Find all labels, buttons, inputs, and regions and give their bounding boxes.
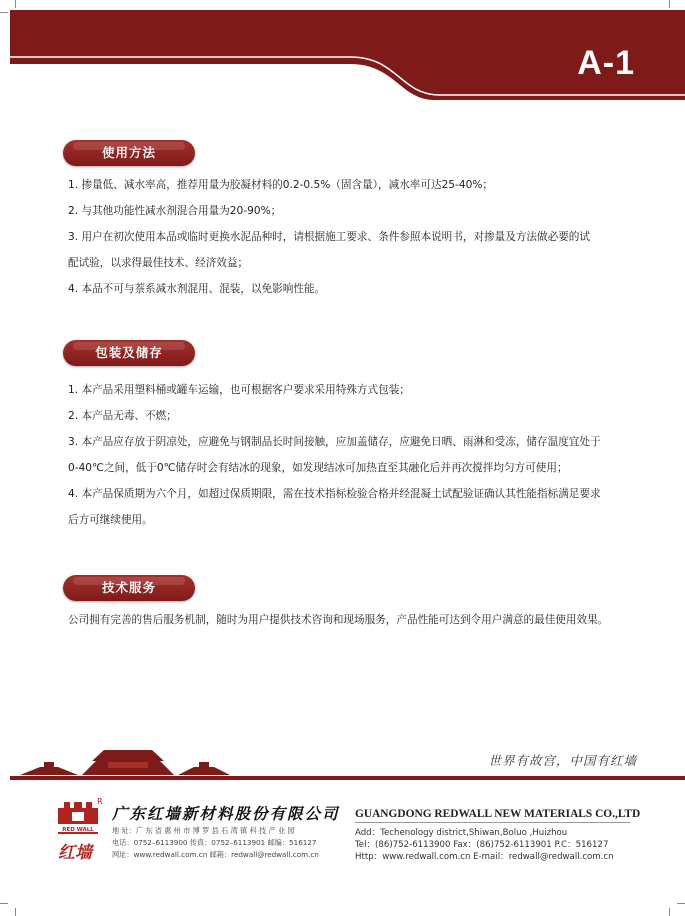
web-cn: 网址：www.redwall.com.cn 邮箱：redwall@redwall.com.cn xyxy=(112,850,319,859)
address-cn: 地 址：广 东 省 惠 州 市 博 罗 县 石 湾 镇 科 技 产 业 园 xyxy=(112,826,295,835)
usage-line: 配试验，以求得最佳技术、经济效益； xyxy=(68,257,249,269)
crop-mark xyxy=(15,908,16,916)
usage-line: 4. 本品不可与萘系减水剂混用、混装，以免影响性能。 xyxy=(68,283,326,295)
usage-line: 1. 掺量低、减水率高，推荐用量为胶凝材料的0.2-0.5%（固含量），减水率可达25-40%； xyxy=(68,179,494,191)
company-name-cn: 广东红墙新材料股份有限公司 xyxy=(112,804,340,823)
tel-en: Tel：(86)752-6113900 Fax：(86)752-6113901 P.C：516127 xyxy=(355,840,609,850)
usage-line: 3. 用户在初次使用本品或临时更换水泥品种时，请根据施工要求、条件参照本说明书，对掺量及方法做必要的试 xyxy=(68,231,590,243)
logo-script: 红墙 xyxy=(58,843,92,863)
packaging-list xyxy=(68,377,628,533)
page-code: A-1 xyxy=(577,44,635,82)
http-en: Http：www.redwall.com.cn E-mail：redwall@redwall.com.cn xyxy=(355,852,614,862)
phone-cn: 电话：0752–6113900 传真：0752–6113901 邮编：516127 xyxy=(112,838,317,847)
section-title-packaging: 包装及储存 xyxy=(63,340,195,366)
address-en: Add：Techenology district,Shiwan,Boluo ,Huizhou xyxy=(355,828,568,838)
packaging-line: 1. 本产品采用塑料桶或罐车运输，也可根据客户要求采用特殊方式包装； xyxy=(68,384,410,396)
packaging-line: 3. 本产品应存放于阴凉处，应避免与钢制品长时间接触，应加盖储存，应避免日晒、雨淋和受冻，储存温度宜处于 xyxy=(68,436,601,448)
logo-badge-text: RED WALL xyxy=(62,827,94,833)
usage-line: 2. 与其他功能性减水剂混合用量为20-90%； xyxy=(68,205,282,217)
packaging-line: 后方可继续使用。 xyxy=(68,514,153,526)
crop-mark xyxy=(677,903,685,904)
packaging-line: 0-40℃之间，低于0℃储存时会有结冰的现象，如发现结冰可加热直至其融化后并再次搅拌均匀方可使用； xyxy=(68,462,568,474)
redwall-logo-icon xyxy=(56,800,100,834)
crop-mark xyxy=(669,908,670,916)
crop-mark xyxy=(0,903,8,904)
registered-mark: R xyxy=(97,797,103,806)
company-name-en: GUANGDONG REDWALL NEW MATERIALS CO.,LTD xyxy=(355,808,641,820)
packaging-line: 4. 本产品保质期为六个月，如超过保质期限，需在技术指标检验合格并经混凝土试配验证确认其性能指标满足要求 xyxy=(68,488,601,500)
divider xyxy=(355,822,630,823)
slogan: 世界有故宫，中国有红墙 xyxy=(488,753,637,768)
service-text: 公司拥有完善的售后服务机制，随时为用户提供技术咨询和现场服务，产品性能可达到令用户满意的最佳使用效果。 xyxy=(68,614,609,626)
section-title-usage: 使用方法 xyxy=(63,140,195,166)
packaging-line: 2. 本产品无毒、不燃； xyxy=(68,410,177,422)
section-title-service: 技术服务 xyxy=(63,575,195,601)
usage-list xyxy=(68,172,628,302)
